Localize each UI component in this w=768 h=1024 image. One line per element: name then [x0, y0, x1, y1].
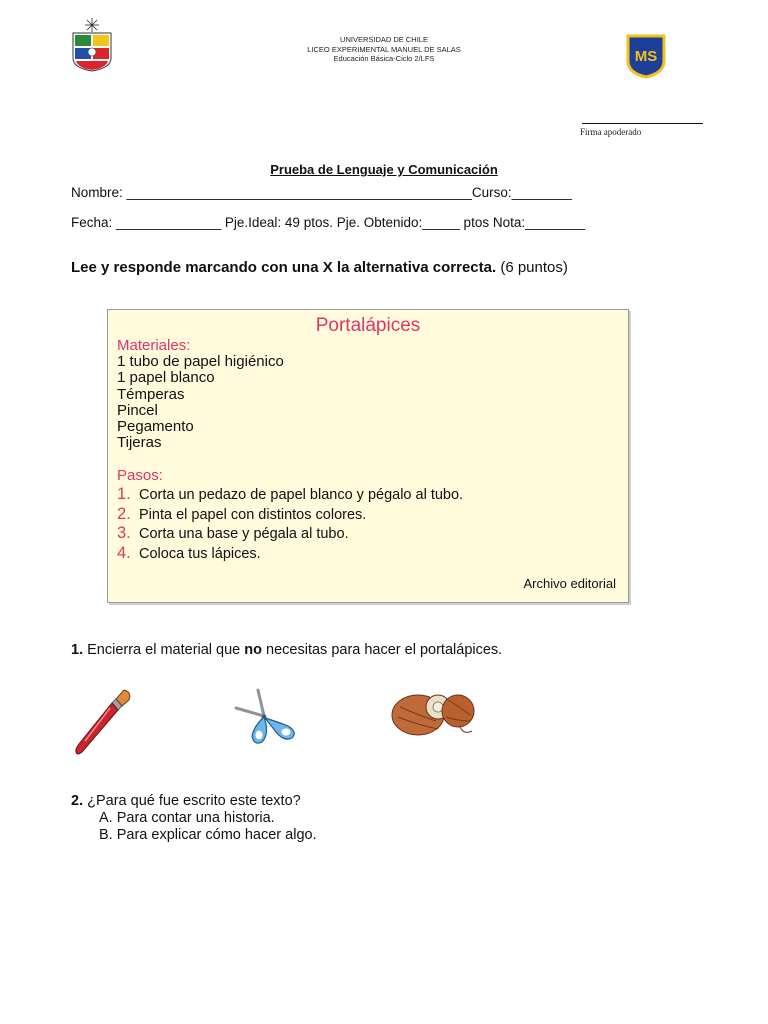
recipe-box [107, 309, 629, 603]
option-b[interactable]: B. Para explicar cómo hacer algo. [99, 827, 317, 843]
material-item: 1 tubo de papel higiénico [117, 353, 284, 370]
material-item: Pegamento [117, 418, 194, 436]
recipe-source: Archivo editorial [523, 576, 616, 591]
material-item: Pincel [117, 401, 158, 419]
materials-list [117, 354, 284, 452]
step-number: 3. [117, 524, 131, 543]
material-item: Tijeras [117, 434, 162, 452]
step-text: Corta un pedazo de papel blanco y pégalo al tubo. [139, 487, 464, 503]
school-shield-logo [625, 33, 667, 79]
step-number: 1. [117, 485, 131, 503]
instruction [71, 259, 568, 276]
material-item: Témperas [117, 385, 185, 403]
header-line-1: UNIVERSIDAD DE CHILE [340, 35, 428, 44]
step-item [117, 544, 463, 564]
step-item [117, 485, 463, 505]
question-1-text-b: necesitas para hacer el portalápices. [262, 642, 503, 658]
step-text: Coloca tus lápices. [139, 545, 261, 562]
header-line-3: Educación Básica-Ciclo 2/LFS [333, 54, 435, 63]
instruction-bold: Lee y responde marcando con una X la alternativa correcta. [71, 259, 497, 276]
step-item [117, 524, 463, 544]
instruction-points: (6 puntos) [496, 259, 568, 276]
signature-label: Firma apoderado [580, 127, 642, 137]
step-text: Pinta el papel con distintos colores. [139, 506, 367, 523]
step-number: 2. [117, 504, 131, 523]
question-2-text: ¿Para qué fue escrito este texto? [83, 793, 301, 809]
steps-label: Pasos: [117, 467, 163, 484]
option-a[interactable]: A. Para contar una historia. [99, 810, 275, 826]
question-1-text-a: Encierra el material que [83, 642, 245, 658]
yarn-ball-icon[interactable] [388, 685, 478, 739]
scissors-icon[interactable] [228, 686, 300, 748]
recipe-title: Portalápices [315, 315, 421, 336]
steps-list [117, 485, 463, 563]
question-2 [71, 793, 317, 844]
name-course-line: Nombre: ______________________________________________Curso:________ [71, 185, 572, 200]
university-crest-logo [70, 16, 114, 72]
step-text: Corta una base y pégala al tubo. [139, 526, 349, 543]
date-score-line: Fecha: ______________ Pje.Ideal: 49 ptos. Pje. Obtenido:_____ ptos Nota:________ [71, 215, 586, 230]
question-1-number: 1. [71, 642, 84, 658]
question-1 [71, 642, 502, 658]
question-2-number: 2. [71, 793, 84, 809]
exam-title: Prueba de Lenguaje y Comunicación [270, 162, 498, 177]
signature-line [582, 123, 703, 124]
paintbrush-icon[interactable] [72, 686, 134, 758]
step-number: 4. [117, 543, 131, 562]
institution-header [234, 35, 534, 64]
question-1-emphasis: no [244, 642, 262, 658]
step-item [117, 505, 463, 525]
materials-label: Materiales: [117, 337, 191, 354]
header-line-2: LICEO EXPERIMENTAL MANUEL DE SALAS [307, 44, 461, 54]
school-logo-monogram: MS [634, 48, 658, 65]
question-2-prompt [71, 793, 317, 810]
material-item: 1 papel blanco [117, 369, 215, 387]
